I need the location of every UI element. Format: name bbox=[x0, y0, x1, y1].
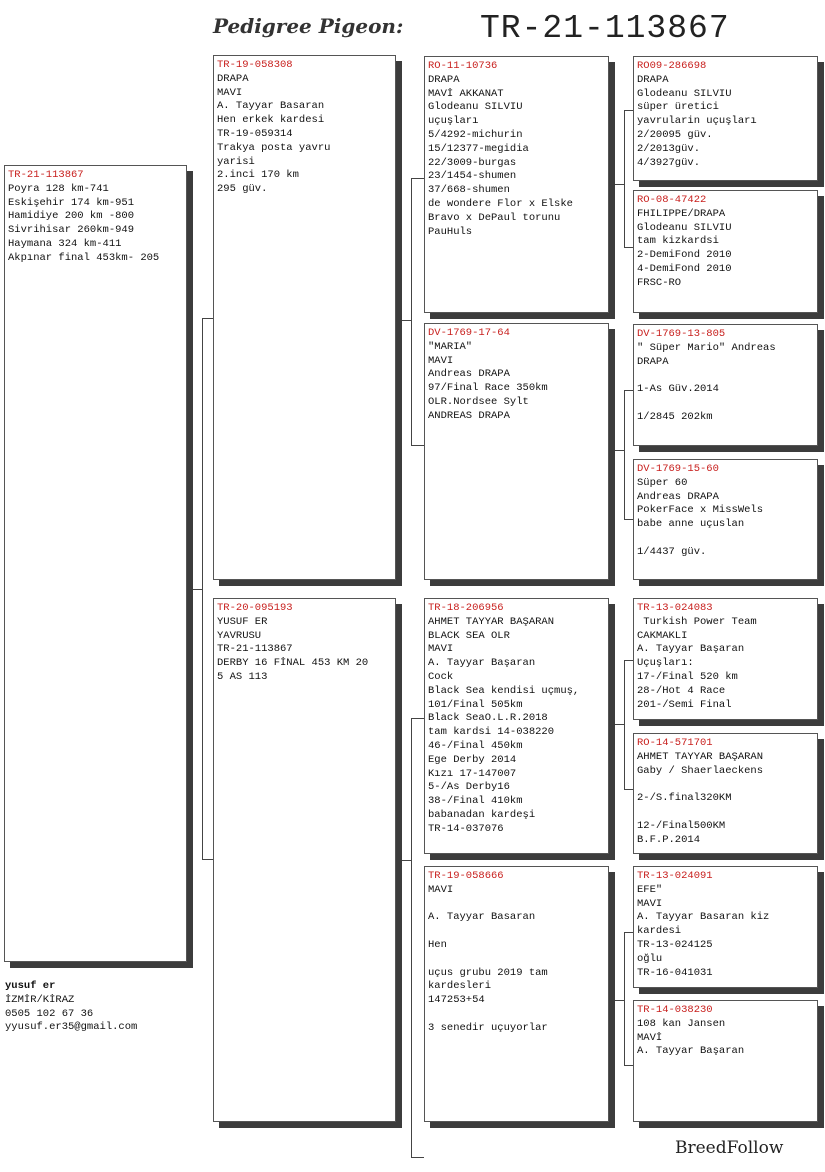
detail-line: 3 senedir uçuyorlar bbox=[428, 1021, 548, 1034]
dam-dam-details bbox=[428, 884, 605, 1036]
dam-sire-details bbox=[428, 616, 605, 837]
detail-line: 101/Final 505km bbox=[428, 698, 523, 711]
detail-line: 295 güv. bbox=[217, 183, 268, 196]
detail-line: Black Sea kendisi uçmuş, bbox=[428, 684, 580, 697]
dsd-ring: RO-14-571701 bbox=[637, 737, 713, 749]
detail-line: MAVİ bbox=[637, 1031, 663, 1044]
detail-line: MAVI bbox=[428, 354, 454, 367]
detail-line: babe anne uçuslan bbox=[637, 518, 745, 531]
sire-sire-ring: RO-11-10736 bbox=[428, 60, 498, 72]
dsd-card[interactable] bbox=[633, 733, 818, 854]
detail-line bbox=[428, 953, 605, 967]
detail-line: Andreas DRAPA bbox=[428, 368, 510, 381]
detail-line: TR-13-024125 bbox=[637, 938, 713, 951]
connector-dam bbox=[411, 718, 424, 1158]
detail-line: kardesi bbox=[637, 925, 682, 938]
detail-line: tam kizkardsi bbox=[637, 235, 719, 248]
dam-details bbox=[217, 616, 392, 685]
detail-line: YAVRUSU bbox=[217, 629, 262, 642]
detail-line: "MARIA" bbox=[428, 340, 473, 353]
detail-line: Glodeanu SILVIU bbox=[637, 87, 732, 100]
ddd-ring: TR-14-038230 bbox=[637, 1004, 713, 1016]
owner-info bbox=[5, 980, 137, 1035]
ssd-ring: RO-08-47422 bbox=[637, 194, 707, 206]
detail-line: Kızı 17-147007 bbox=[428, 767, 517, 780]
dsd-details bbox=[637, 751, 814, 848]
detail-line: Turkish Power Team bbox=[637, 615, 757, 628]
subject-ring: TR-21-113867 bbox=[8, 169, 84, 181]
detail-line bbox=[428, 898, 605, 912]
detail-line: Glodeanu SILVIU bbox=[428, 101, 523, 114]
detail-line: 28-/Hot 4 Race bbox=[637, 684, 726, 697]
detail-line: A. Tayyar Basaran kiz bbox=[637, 911, 770, 924]
detail-line: B.F.P.2014 bbox=[637, 833, 701, 846]
sire-dam-details bbox=[428, 341, 605, 424]
sds-details bbox=[637, 342, 814, 425]
detail-line: AHMET TAYYAR BAŞARAN bbox=[428, 615, 555, 628]
detail-line: babanadan kardeşi bbox=[428, 808, 536, 821]
detail-line: yyusuf.er35@gmail.com bbox=[5, 1021, 138, 1034]
sire-ring: TR-19-058308 bbox=[217, 59, 293, 71]
detail-line: A. Tayyar Basaran bbox=[428, 911, 536, 924]
connector-subject bbox=[202, 318, 213, 860]
detail-line: Akpınar final 453km- 205 bbox=[8, 251, 160, 264]
detail-line: 201-/Semi Final bbox=[637, 698, 732, 711]
detail-line: PokerFace x MissWels bbox=[637, 504, 764, 517]
detail-line: TR-14-037076 bbox=[428, 822, 504, 835]
dss-details bbox=[637, 616, 814, 713]
page-title: Pedigree Pigeon: bbox=[213, 14, 404, 38]
detail-line: süper üretici bbox=[637, 101, 719, 114]
detail-line: 1/4437 güv. bbox=[637, 545, 707, 558]
dss-ring: TR-13-024083 bbox=[637, 602, 713, 614]
detail-line: DRAPA bbox=[637, 73, 669, 86]
detail-line bbox=[637, 397, 814, 411]
detail-line: 147253+54 bbox=[428, 994, 485, 1007]
connector-sd-stub bbox=[609, 450, 624, 451]
connector-dd bbox=[624, 932, 633, 1066]
dam-sire-card[interactable] bbox=[424, 598, 609, 854]
brand-footer: BreedFollow bbox=[675, 1138, 784, 1158]
detail-line: 2/2013güv. bbox=[637, 142, 701, 155]
detail-line: ANDREAS DRAPA bbox=[428, 409, 510, 422]
dam-dam-card[interactable] bbox=[424, 866, 609, 1122]
detail-line: Glodeanu SILVIU bbox=[637, 221, 732, 234]
ssd-card[interactable] bbox=[633, 190, 818, 313]
detail-line: 22/3009-burgas bbox=[428, 156, 517, 169]
sds-ring: DV-1769-13-805 bbox=[637, 328, 726, 340]
sire-card[interactable] bbox=[213, 55, 396, 580]
detail-line: " Süper Mario" Andreas bbox=[637, 341, 776, 354]
sire-dam-ring: DV-1769-17-64 bbox=[428, 327, 510, 339]
detail-line bbox=[637, 806, 814, 820]
detail-line bbox=[637, 369, 814, 383]
detail-line: 4-DemiFond 2010 bbox=[637, 262, 732, 275]
detail-line: 5-/As Derby16 bbox=[428, 781, 510, 794]
detail-line: DRAPA bbox=[217, 72, 249, 85]
detail-line: Ege Derby 2014 bbox=[428, 753, 517, 766]
detail-line: kardesleri bbox=[428, 980, 492, 993]
detail-line: Cock bbox=[428, 670, 454, 683]
dds-ring: TR-13-024091 bbox=[637, 870, 713, 882]
detail-line: EFE" bbox=[637, 883, 663, 896]
detail-line: 2-DemiFond 2010 bbox=[637, 249, 732, 262]
detail-line: Eskişehir 174 km-951 bbox=[8, 196, 135, 209]
detail-line: Haymana 324 km-411 bbox=[8, 237, 122, 250]
sss-ring: RO09-286698 bbox=[637, 60, 707, 72]
detail-line: MAVİ AKKANAT bbox=[428, 87, 504, 100]
detail-line: BLACK SEA OLR bbox=[428, 629, 510, 642]
detail-line: Hen bbox=[428, 938, 447, 951]
detail-line: Hen erkek kardesi bbox=[217, 114, 325, 127]
sdd-details bbox=[637, 477, 814, 560]
subject-card[interactable] bbox=[4, 165, 187, 962]
detail-line bbox=[637, 532, 814, 546]
detail-line: Gaby / Shaerlaeckens bbox=[637, 764, 764, 777]
detail-line: 5 AS 113 bbox=[217, 670, 268, 683]
detail-line: Uçuşları: bbox=[637, 657, 694, 670]
sire-details bbox=[217, 73, 392, 197]
detail-line: 2/20095 güv. bbox=[637, 128, 713, 141]
detail-line bbox=[637, 778, 814, 792]
detail-line: 108 kan Jansen bbox=[637, 1017, 726, 1030]
detail-line: 1/2845 202km bbox=[637, 410, 713, 423]
sds-card[interactable] bbox=[633, 324, 818, 446]
detail-line: 2.inci 170 km bbox=[217, 169, 299, 182]
detail-line: FHILIPPE/DRAPA bbox=[637, 207, 726, 220]
connector-subject-stub bbox=[187, 589, 202, 590]
detail-line bbox=[428, 1008, 605, 1022]
detail-line: 1-As Güv.2014 bbox=[637, 383, 719, 396]
detail-line: 15/12377-megidia bbox=[428, 142, 529, 155]
detail-line: DRAPA bbox=[428, 73, 460, 86]
detail-line: Trakya posta yavru bbox=[217, 141, 331, 154]
sire-dam-card[interactable] bbox=[424, 323, 609, 580]
ddd-card[interactable] bbox=[633, 1000, 818, 1122]
detail-line: tam kardsi 14-038220 bbox=[428, 726, 555, 739]
detail-line: 97/Final Race 350km bbox=[428, 382, 548, 395]
detail-line: CAKMAKLI bbox=[637, 629, 688, 642]
detail-line: TR-21-113867 bbox=[217, 643, 293, 656]
sss-details bbox=[637, 74, 814, 171]
detail-line: MAVI bbox=[428, 883, 454, 896]
detail-line: 12-/Final500KM bbox=[637, 819, 726, 832]
detail-line: 17-/Final 520 km bbox=[637, 670, 738, 683]
detail-line: yarisi bbox=[217, 155, 255, 168]
detail-line: TR-19-059314 bbox=[217, 127, 293, 140]
detail-line: TR-16-041031 bbox=[637, 966, 713, 979]
detail-line: Poyra 128 km-741 bbox=[8, 182, 109, 195]
detail-line: de wondere Flor x Elske bbox=[428, 197, 573, 210]
dam-card[interactable] bbox=[213, 598, 396, 1122]
detail-line: YUSUF ER bbox=[217, 615, 268, 628]
ssd-details bbox=[637, 208, 814, 291]
detail-line bbox=[428, 925, 605, 939]
detail-line: 37/668-shumen bbox=[428, 184, 510, 197]
detail-line: 2-/S.final320KM bbox=[637, 792, 732, 805]
detail-line: Bravo x DePaul torunu bbox=[428, 211, 561, 224]
dam-sire-ring: TR-18-206956 bbox=[428, 602, 504, 614]
detail-line: oğlu bbox=[637, 952, 663, 965]
dam-ring: TR-20-095193 bbox=[217, 602, 293, 614]
detail-line: uçuşları bbox=[428, 115, 479, 128]
connector-ss-stub bbox=[609, 184, 624, 185]
sdd-ring: DV-1769-15-60 bbox=[637, 463, 719, 475]
sss-card[interactable] bbox=[633, 56, 818, 181]
sdd-card[interactable] bbox=[633, 459, 818, 580]
detail-line: 46-/Final 450km bbox=[428, 739, 523, 752]
detail-line: Süper 60 bbox=[637, 476, 688, 489]
detail-line: MAVI bbox=[428, 643, 454, 656]
dds-card[interactable] bbox=[633, 866, 818, 988]
connector-dam-stub bbox=[396, 860, 411, 861]
sire-sire-details bbox=[428, 74, 605, 240]
pedigree-ring-number: TR-21-113867 bbox=[480, 10, 730, 47]
detail-line: AHMET TAYYAR BAŞARAN bbox=[637, 750, 764, 763]
detail-line: 38-/Final 410km bbox=[428, 795, 523, 808]
connector-dd-stub bbox=[609, 1000, 624, 1001]
detail-line: DRAPA bbox=[637, 355, 669, 368]
sire-sire-card[interactable] bbox=[424, 56, 609, 313]
dds-details bbox=[637, 884, 814, 981]
dam-dam-ring: TR-19-058666 bbox=[428, 870, 504, 882]
detail-line: PauHuls bbox=[428, 225, 473, 238]
detail-line: A. Tayyar Basaran bbox=[217, 100, 325, 113]
detail-line: 23/1454-shumen bbox=[428, 170, 517, 183]
detail-line: uçus grubu 2019 tam bbox=[428, 966, 548, 979]
connector-ss bbox=[624, 110, 633, 248]
detail-line: OLR.Nordsee Sylt bbox=[428, 395, 529, 408]
detail-line: İZMİR/KİRAZ bbox=[5, 993, 75, 1006]
detail-line: MAVI bbox=[217, 86, 243, 99]
detail-line: 5/4292-michurin bbox=[428, 128, 523, 141]
connector-sire-stub bbox=[396, 320, 411, 321]
detail-line: A. Tayyar Başaran bbox=[637, 1045, 745, 1058]
detail-line: FRSC-RO bbox=[637, 276, 682, 289]
detail-line: Andreas DRAPA bbox=[637, 490, 719, 503]
subject-details bbox=[8, 183, 183, 266]
detail-line: 0505 102 67 36 bbox=[5, 1007, 94, 1020]
ddd-details bbox=[637, 1018, 814, 1059]
detail-line: DERBY 16 FİNAL 453 KM 20 bbox=[217, 657, 369, 670]
connector-ds bbox=[624, 660, 633, 790]
dss-card[interactable] bbox=[633, 598, 818, 720]
connector-sire bbox=[411, 178, 424, 446]
detail-line: 4/3927güv. bbox=[637, 156, 701, 169]
connector-sd bbox=[624, 390, 633, 520]
connector-ds-stub bbox=[609, 724, 624, 725]
detail-line: A. Tayyar Başaran bbox=[428, 657, 536, 670]
detail-line: yavrularin uçuşları bbox=[637, 115, 757, 128]
detail-line: Sivrihisar 260km-949 bbox=[8, 224, 135, 237]
detail-line: MAVI bbox=[637, 897, 663, 910]
detail-line: A. Tayyar Başaran bbox=[637, 643, 745, 656]
detail-line: Black SeaO.L.R.2018 bbox=[428, 712, 548, 725]
detail-line: Hamidiye 200 km -800 bbox=[8, 210, 135, 223]
owner-name: yusuf er bbox=[5, 980, 56, 992]
owner-details bbox=[5, 994, 137, 1035]
